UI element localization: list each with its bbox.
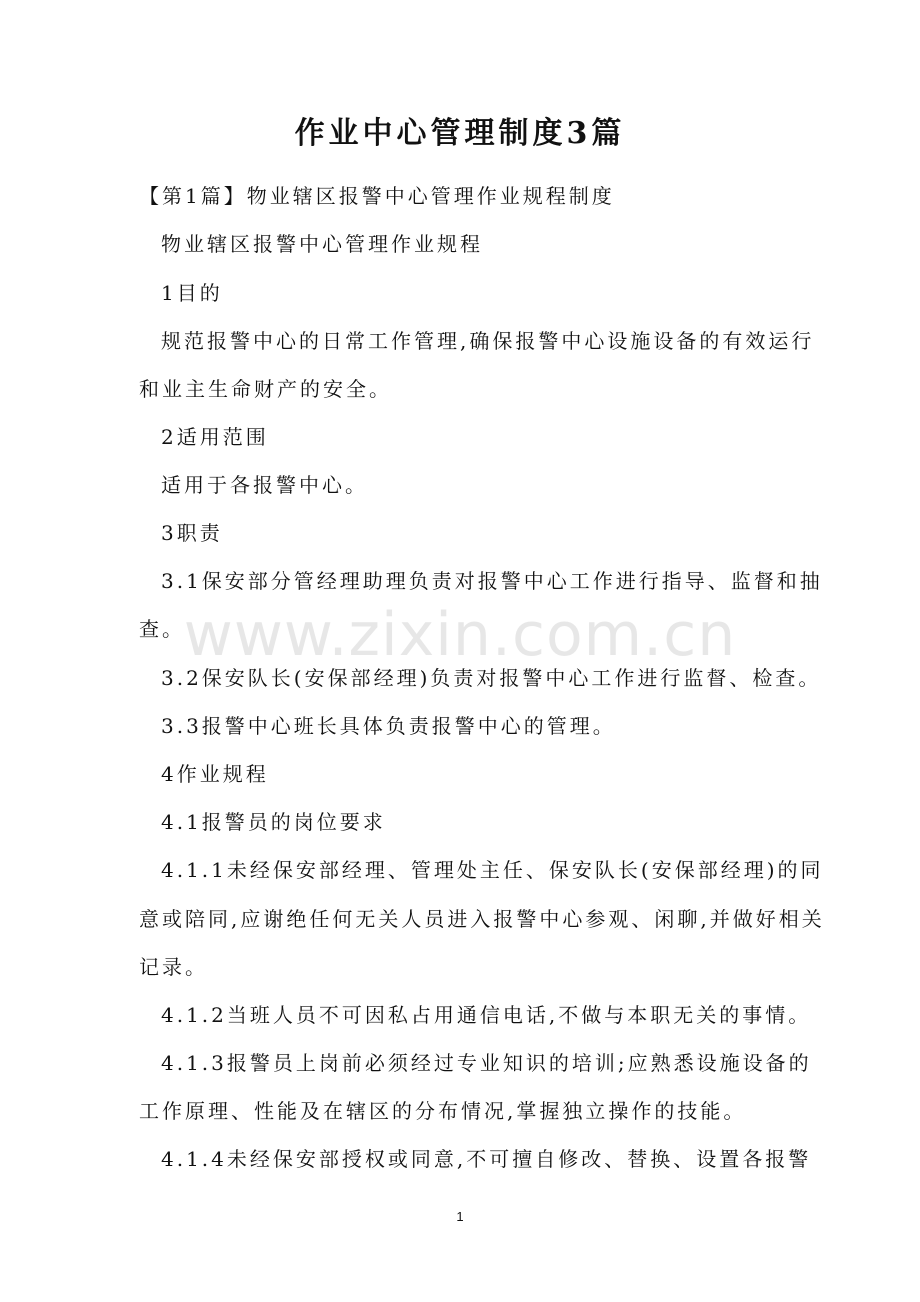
body-line: 和业主生命财产的安全。 — [139, 377, 392, 401]
body-line: 3职责 — [161, 521, 223, 545]
body-line: 4.1.1未经保安部经理、管理处主任、保安队长(安保部经理)的同 — [161, 858, 824, 882]
body-line: 1目的 — [161, 281, 223, 305]
body-line: 3.3报警中心班长具体负责报警中心的管理。 — [161, 714, 616, 738]
body-line: 3.2保安队长(安保部经理)负责对报警中心工作进行监督、检查。 — [161, 666, 822, 690]
body-line: 意或陪同,应谢绝任何无关人员进入报警中心参观、闲聊,并做好相关 — [139, 907, 825, 931]
body-line: 物业辖区报警中心管理作业规程 — [161, 232, 483, 256]
body-line: 规范报警中心的日常工作管理,确保报警中心设施设备的有效运行 — [161, 329, 815, 353]
body-line: 4.1.3报警员上岗前必须经过专业知识的培训;应熟悉设施设备的 — [161, 1051, 812, 1075]
watermark: www.zixin.com.cn — [183, 600, 737, 670]
body-line: 记录。 — [139, 955, 208, 979]
body-line: 3.1保安部分管经理助理负责对报警中心工作进行指导、监督和抽 — [161, 569, 823, 593]
page-number: 1 — [456, 1209, 464, 1224]
body-line: 4作业规程 — [161, 762, 269, 786]
body-line: 4.1.4未经保安部授权或同意,不可擅自修改、替换、设置各报警 — [161, 1147, 812, 1171]
body-line: 工作原理、性能及在辖区的分布情况,掌握独立操作的技能。 — [139, 1099, 747, 1123]
body-line: 2适用范围 — [161, 425, 269, 449]
body-line: 适用于各报警中心。 — [161, 473, 368, 497]
body-line: 4.1报警员的岗位要求 — [161, 810, 386, 834]
body-line: 【第1篇】物业辖区报警中心管理作业规程制度 — [139, 184, 615, 208]
document-title: 作业中心管理制度3篇 — [294, 116, 626, 151]
body-line: 查。 — [139, 617, 185, 641]
body-line: 4.1.2当班人员不可因私占用通信电话,不做与本职无关的事情。 — [161, 1003, 812, 1027]
